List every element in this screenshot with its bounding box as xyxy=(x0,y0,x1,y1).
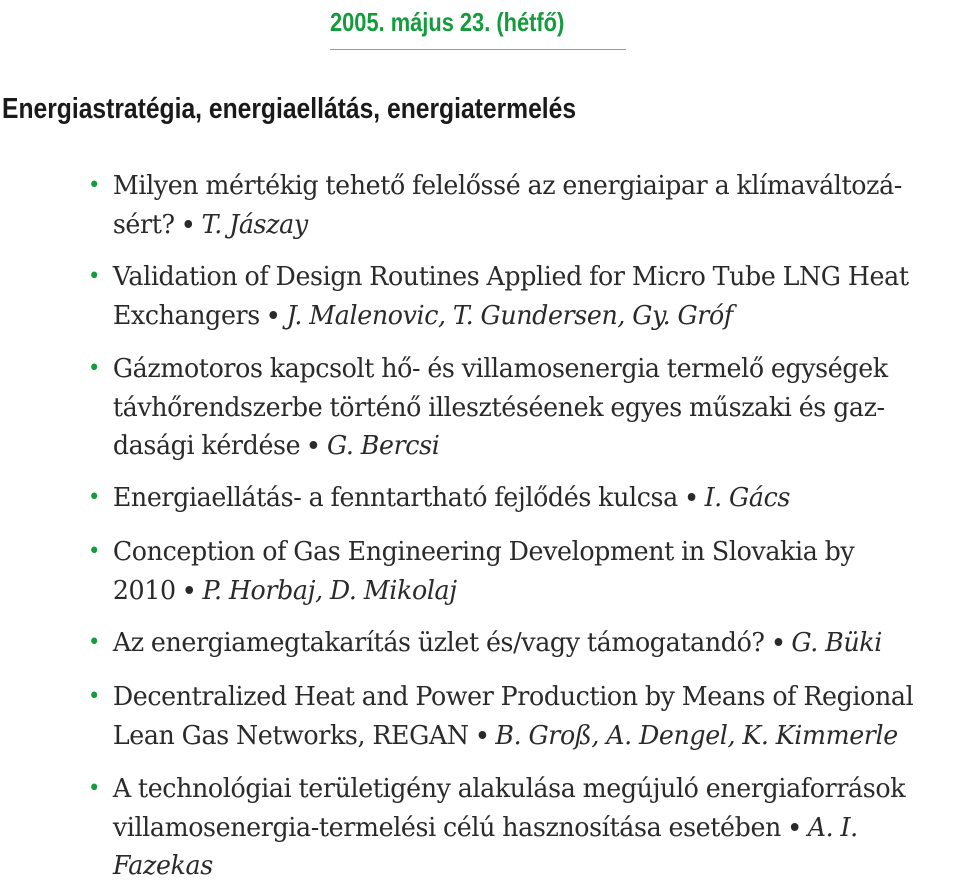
session-date: 2005. május 23. (hétfő) xyxy=(330,7,565,37)
separator-dot-icon xyxy=(310,441,318,449)
talk-item xyxy=(88,350,917,466)
talk-authors: A. I. Fazekas xyxy=(112,811,858,881)
talk-item xyxy=(88,258,917,335)
bullet-icon: • xyxy=(88,630,101,655)
section-title: Energiastratégia, energiaellátás, energiatermelés xyxy=(2,93,577,125)
bullet-icon: • xyxy=(88,684,101,709)
bullet-icon: • xyxy=(88,539,101,564)
separator-dot-icon xyxy=(774,638,782,646)
talk-authors: J. Malenovic, T. Gundersen, Gy. Gróf xyxy=(286,299,733,331)
talk-title: Energiaellátás- a fenntartható fejlődés kulcsa xyxy=(112,482,678,513)
bullet-icon: • xyxy=(88,485,101,510)
bullet-icon: • xyxy=(88,173,101,198)
separator-dot-icon xyxy=(687,493,695,501)
talk-item xyxy=(88,533,917,610)
talk-title: Conception of Gas Engineering Development in Slovakia by 2010 xyxy=(112,536,855,606)
talk-item xyxy=(88,479,917,518)
talk-authors: G. Büki xyxy=(791,627,882,658)
talk-title: Az energiamegtakarítás üzlet és/vagy támogatandó? xyxy=(112,627,765,658)
talk-authors: I. Gács xyxy=(704,482,790,513)
talk-authors: T. Jászay xyxy=(201,208,308,240)
separator-dot-icon xyxy=(269,311,277,319)
separator-dot-icon xyxy=(478,731,486,739)
talk-authors: P. Horbaj, D. Mikolaj xyxy=(202,574,457,606)
separator-dot-icon xyxy=(184,220,192,228)
talk-authors: G. Bercsi xyxy=(327,430,440,461)
talk-title: Validation of Design Routines Applied for Micro Tube LNG Heat Exchangers xyxy=(112,261,909,331)
talk-item xyxy=(88,624,917,663)
talk-title: A technológiai területigény alakulása megújuló energiaforrások villamosenergia-termelési célú hasznosítása esetében xyxy=(112,773,906,843)
separator-dot-icon xyxy=(185,586,193,594)
talk-authors: B. Groß, A. Dengel, K. Kimmerle xyxy=(495,719,898,751)
bullet-icon: • xyxy=(88,356,101,381)
talk-title: Gázmotoros kapcsolt hő- és villamosenergia termelő egységek távhőrendszerbe történő illesztéséenek egyes műszaki és gazdasági kérdése xyxy=(112,353,888,461)
talk-title: Milyen mértékig tehető felelőssé az energiaipar a klímaváltozásért? xyxy=(112,170,903,240)
talk-item xyxy=(88,167,917,244)
talk-item xyxy=(88,678,917,755)
separator-dot-icon xyxy=(791,823,799,831)
talk-title: Decentralized Heat and Power Production by Means of Regional Lean Gas Networks, REGAN xyxy=(112,681,914,751)
bullet-icon: • xyxy=(88,776,101,801)
bullet-icon: • xyxy=(88,264,101,289)
talk-item xyxy=(88,770,917,886)
